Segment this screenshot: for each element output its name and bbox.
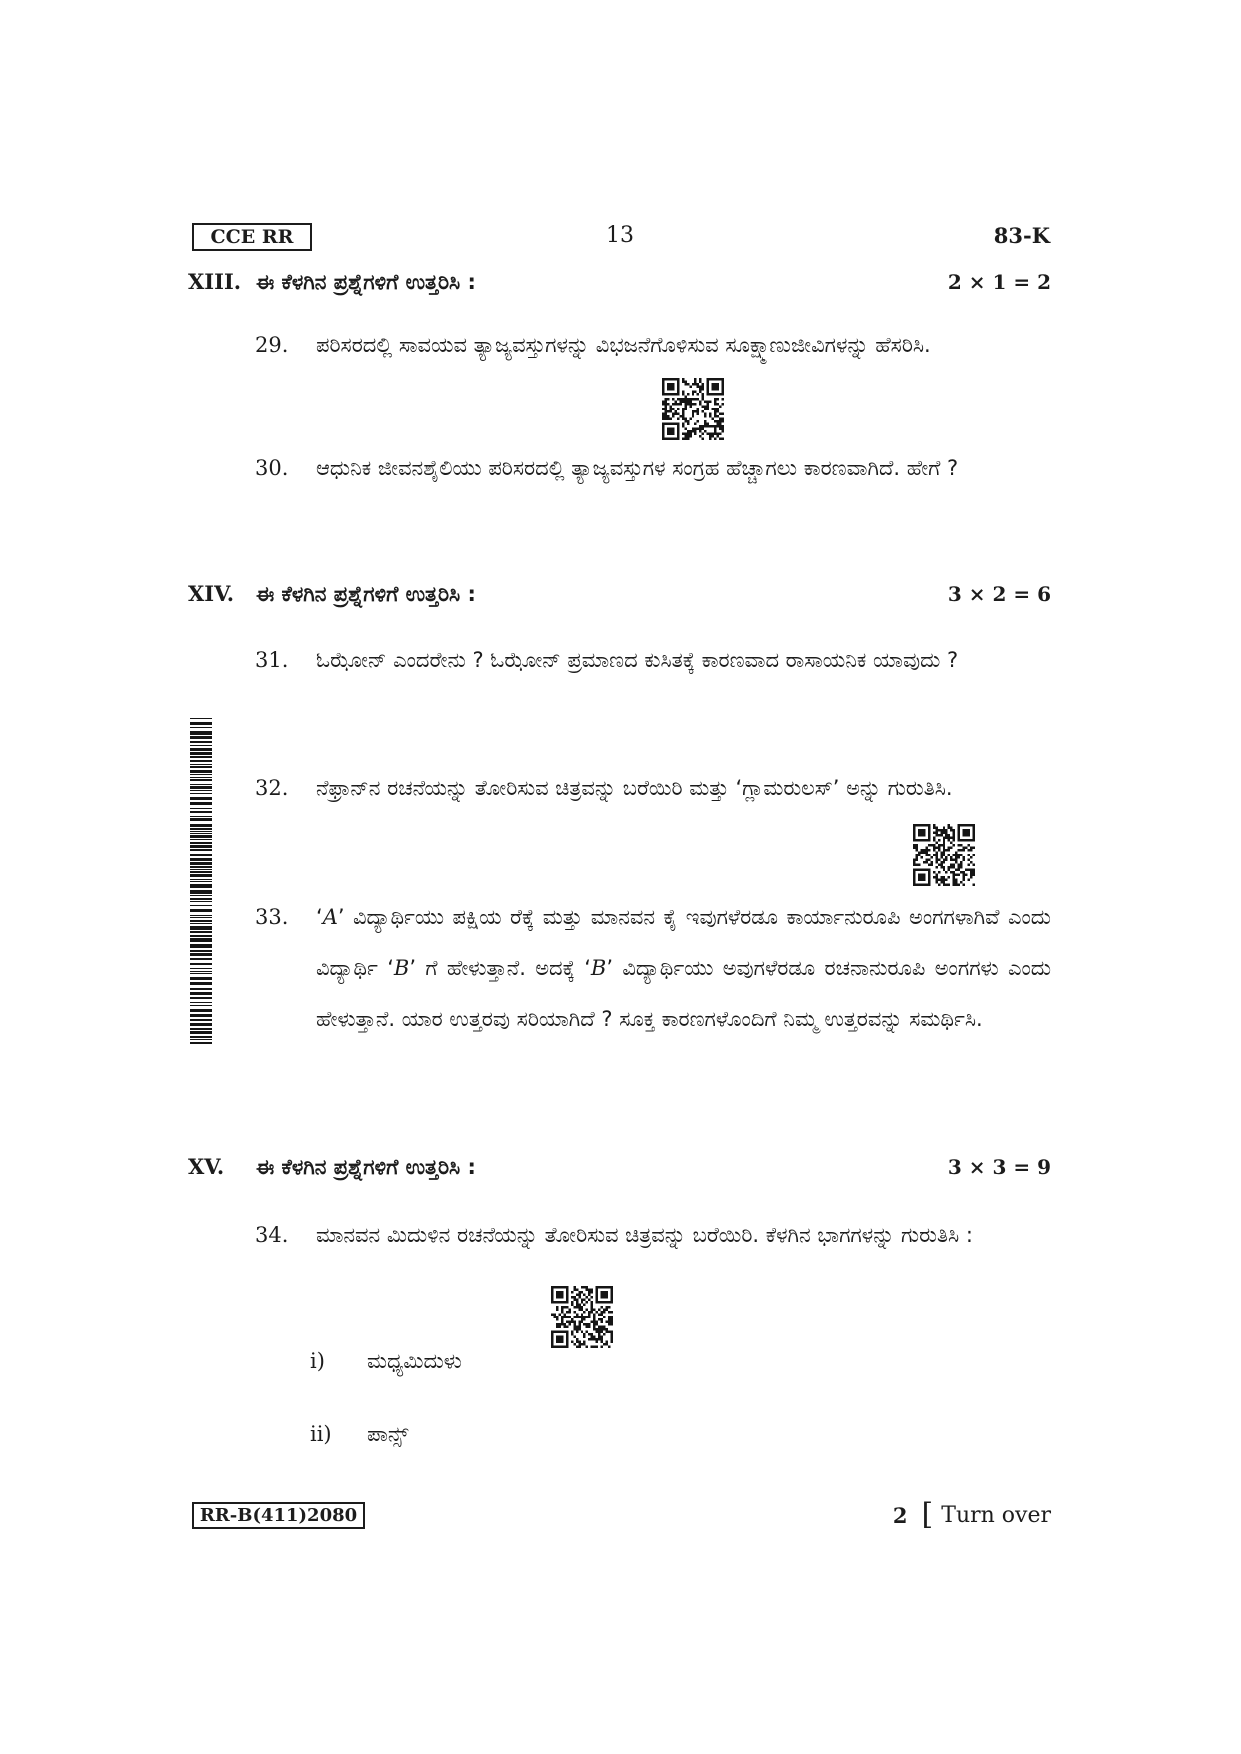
sub-item-text: ಪಾನ್ಸ್ [367,1422,409,1446]
sub-item-i [310,1336,710,1387]
qr-code [662,378,724,440]
text-segment: ’ ವಿದ್ಯಾರ್ಥಿಯು ಪಕ್ಷಿಯ ರೆಕ್ಕೆ ಮತ್ತು ಮಾನವನ ಕೈ ಇವುಗಳೆರಡೂ ಕಾರ್ಯಾನುರೂಪಿ ಅಂಗಗಳಾಗಿವೆ ಎಂದು ವಿದ್ಯಾರ್ಥಿ ‘ [316,905,1051,980]
side-barcode [190,718,212,1045]
question-text [316,892,1051,1045]
question-text: ಆಧುನಿಕ ಜೀವನಶೈಲಿಯು ಪರಿಸರದಲ್ಲಿ ತ್ಯಾಜ್ಯವಸ್ತುಗಳ ಸಂಗ್ರಹ ಹೆಚ್ಚಾಗಲು ಕಾರಣವಾಗಿದೆ. ಹೇಗೆ ? [316,456,959,480]
question-29 [255,320,1051,371]
text-segment: ‘ [316,905,323,929]
question-30 [255,443,1051,494]
section-instruction: ಈ ಕೆಳಗಿನ ಪ್ರಶ್ನೆಗಳಿಗೆ ಉತ್ತರಿಸಿ : [256,270,476,294]
question-32 [255,763,1051,814]
section-instruction: ಈ ಕೆಳಗಿನ ಪ್ರಶ್ನೆಗಳಿಗೆ ಉತ್ತರಿಸಿ : [256,1155,476,1179]
bracket-glyph: [ [921,1497,934,1532]
section-header-xiii [188,264,1051,300]
question-number: 31. [255,648,289,672]
qr-pattern [913,824,975,886]
footer-code-box: RR-B(411)2080 [192,1502,365,1529]
sub-item-text: ಮಧ್ಯಮಿದುಳು [367,1349,462,1373]
question-34 [255,1210,1051,1261]
text-segment: ’ ಗೆ ಹೇಳುತ್ತಾನೆ. ಅದಕ್ಕೆ ‘ [409,956,591,980]
series-box: CCE RR [192,223,312,251]
sub-item-ii [310,1409,710,1460]
qr-code [913,824,975,886]
question-number: 33. [255,905,289,929]
section-roman-numeral: XIV. [188,581,235,606]
section-marks: 3 × 2 = 6 [947,582,1051,606]
footer-turn-over [893,1497,1051,1533]
sheet-number: 2 [892,1502,908,1528]
sub-item-label: ii) [310,1422,332,1446]
sub-item-label: i) [310,1349,325,1373]
section-roman-numeral: XIII. [188,269,242,294]
section-roman-numeral: XV. [188,1154,225,1179]
section-instruction: ಈ ಕೆಳಗಿನ ಪ್ರಶ್ನೆಗಳಿಗೆ ಉತ್ತರಿಸಿ : [256,582,476,606]
section-marks: 2 × 1 = 2 [947,270,1051,294]
section-header-xiv [188,576,1051,612]
barcode-bars [190,718,212,1045]
question-text: ನೆಫ್ರಾನ್‌ನ ರಚನೆಯನ್ನು ತೋರಿಸುವ ಚಿತ್ರವನ್ನು ಬರೆಯಿರಿ ಮತ್ತು ‘ಗ್ಲಾಮರುಲಸ್’ ಅನ್ನು ಗುರುತಿಸಿ. [316,776,953,800]
question-31 [255,635,1051,686]
question-number: 29. [255,333,289,357]
question-33 [255,892,1051,1045]
section-header-xv [188,1149,1051,1185]
turn-over-label: Turn over [941,1502,1051,1528]
question-text: ಓಝೋನ್ ಎಂದರೇನು ? ಓಝೋನ್ ಪ್ರಮಾಣದ ಕುಸಿತಕ್ಕೆ ಕಾರಣವಾದ ರಾಸಾಯನಿಕ ಯಾವುದು ? [316,648,959,672]
question-number: 30. [255,456,289,480]
question-text: ಮಾನವನ ಮಿದುಳಿನ ರಚನೆಯನ್ನು ತೋರಿಸುವ ಚಿತ್ರವನ್ನು ಬರೆಯಿರಿ. ಕೆಳಗಿನ ಭಾಗಗಳನ್ನು ಗುರುತಿಸಿ : [316,1223,973,1247]
text-segment: ’ ವಿದ್ಯಾರ್ಥಿಯು ಅವುಗಳೆರಡೂ ರಚನಾನುರೂಪಿ ಅಂಗಗಳು ಎಂದು ಹೇಳುತ್ತಾನೆ. ಯಾರ ಉತ್ತರವು ಸರಿಯಾಗಿದೆ ? ಸೂಕ್ತ ಕಾರಣಗಳೊಂದಿಗೆ ನಿಮ್ಮ ಉತ್ತರವನ್ನು ಸಮರ್ಥಿಸಿ. [316,956,1051,1031]
student-label-b: B [590,956,607,980]
section-marks: 3 × 3 = 9 [947,1155,1051,1179]
question-number: 34. [255,1223,289,1247]
student-label-b: B [393,956,410,980]
page-number: 13 [606,223,634,248]
question-text: ಪರಿಸರದಲ್ಲಿ ಸಾವಯವ ತ್ಯಾಜ್ಯವಸ್ತುಗಳನ್ನು ವಿಭಜನೆಗೊಳಿಸುವ ಸೂಕ್ಷ್ಮಾಣುಜೀವಿಗಳನ್ನು ಹೆಸರಿಸಿ. [316,333,931,357]
qr-pattern [662,378,724,440]
paper-code: 83-K [993,223,1050,248]
student-label-a: A [322,905,338,929]
question-number: 32. [255,776,289,800]
